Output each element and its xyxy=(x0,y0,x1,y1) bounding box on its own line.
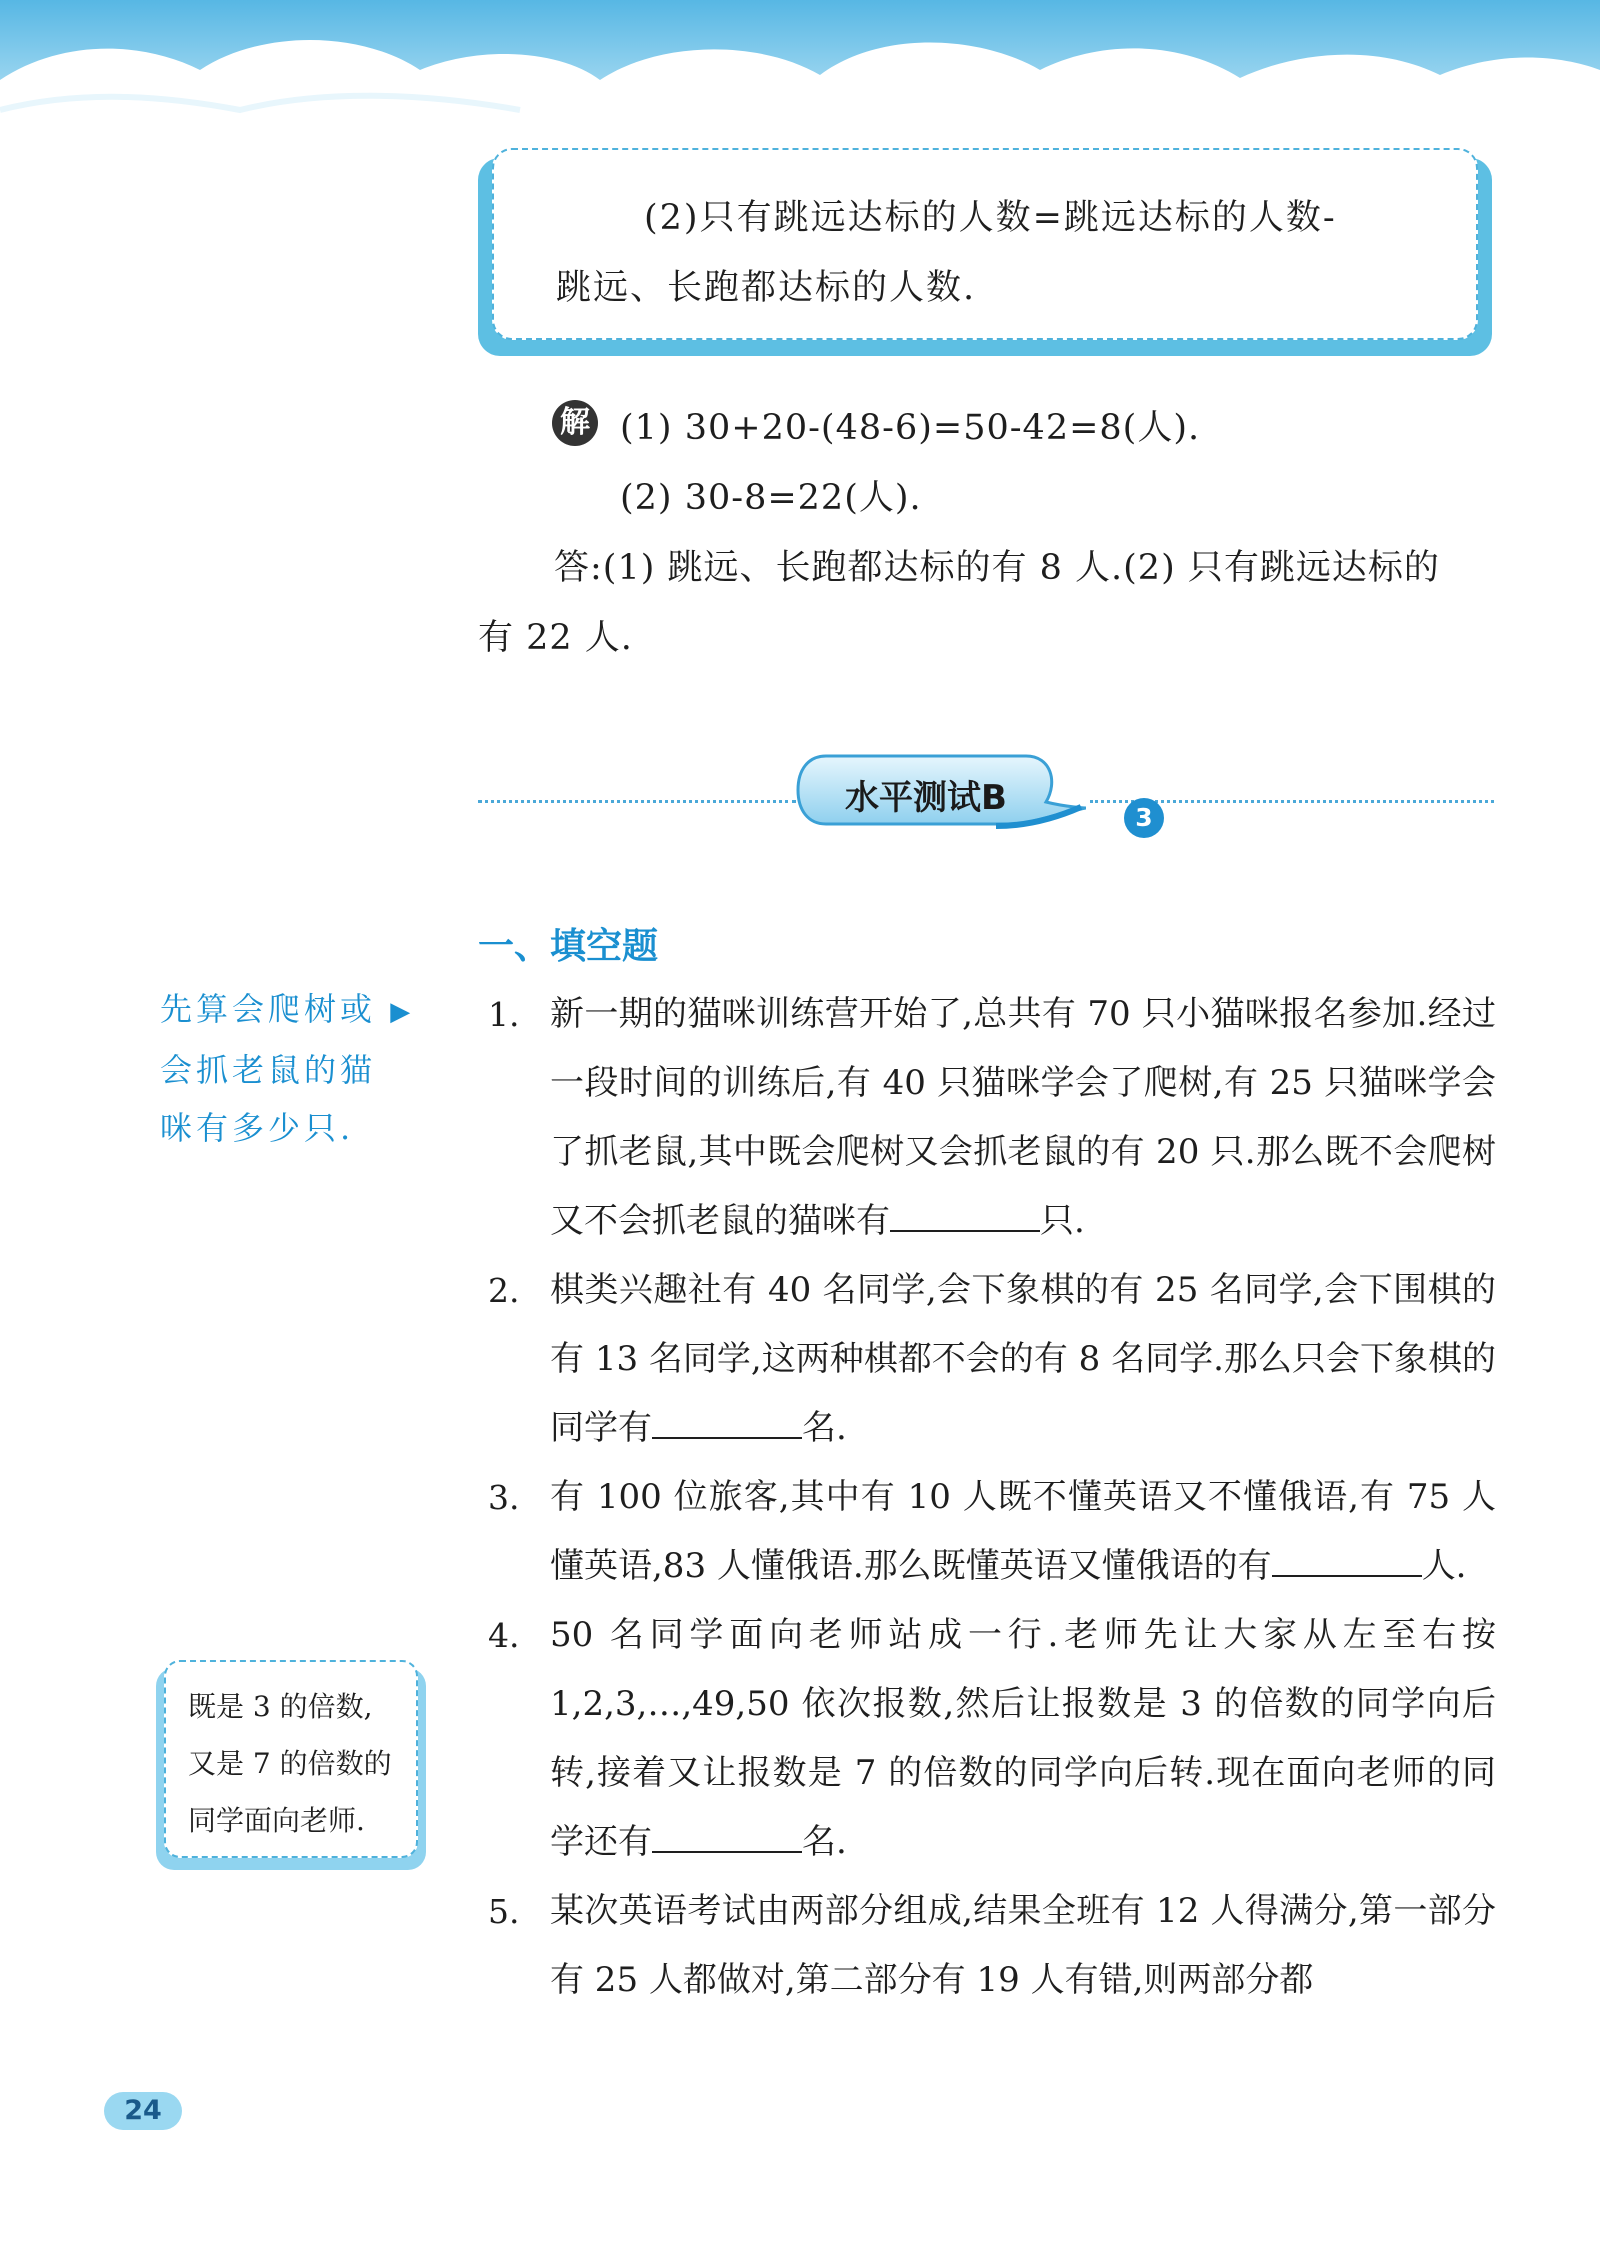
answer-blank[interactable] xyxy=(652,1817,802,1853)
problem-number: 2. xyxy=(488,1271,520,1310)
sky-header-decoration xyxy=(0,0,1600,120)
solution-badge: 解 xyxy=(552,400,598,446)
side-note-2-line-2: 又是 7 的倍数的 xyxy=(188,1747,392,1780)
side-note-1-line-1: 先算会爬树或 xyxy=(160,990,377,1028)
problem-5 xyxy=(478,1877,1496,2015)
problem-text xyxy=(550,1463,1496,1601)
solution-step-2: (2) 30-8=22(人). xyxy=(620,478,922,518)
problem-list xyxy=(478,980,1496,2015)
page-number: 24 xyxy=(104,2092,182,2130)
answer-blank[interactable] xyxy=(1272,1541,1422,1577)
tip-box xyxy=(478,148,1492,356)
problem-number: 1. xyxy=(488,995,520,1034)
side-note-2-box xyxy=(164,1660,418,1858)
tip-line-2: 跳远、长跑都达标的人数. xyxy=(556,268,977,308)
problem-number: 3. xyxy=(488,1478,520,1517)
problem-number: 5. xyxy=(488,1892,520,1931)
answer-blank[interactable] xyxy=(890,1196,1040,1232)
side-note-1 xyxy=(160,980,440,1157)
problem-body: 有 100 位旅客,其中有 10 人既不懂英语又不懂俄语,有 75 人懂英语,83 人懂俄语.那么既懂英语又懂俄语的有 xyxy=(550,1477,1496,1586)
problem-body: 50 名同学面向老师站成一行.老师先让大家从左至右按 1,2,3,…,49,50 依次报数,然后让报数是 3 的倍数的同学向后转,接着又让报数是 7 的倍数的同学向后转.现在面向老师的同学还有 xyxy=(550,1615,1496,1862)
problem-text xyxy=(550,1256,1496,1463)
section-banner xyxy=(796,752,1086,834)
section-heading: 一、填空题 xyxy=(478,926,659,967)
problem-4 xyxy=(478,1601,1496,1877)
side-note-2-line-1: 既是 3 的倍数, xyxy=(188,1690,373,1723)
side-note-2-text xyxy=(188,1678,392,1849)
section-number: 3 xyxy=(1124,798,1164,838)
side-note-2-line-3: 同学面向老师. xyxy=(188,1804,365,1837)
problem-text xyxy=(550,980,1496,1256)
side-note-1-line-2: 会抓老鼠的猫 xyxy=(160,1051,377,1089)
side-note-1-line-3: 咪有多少只. xyxy=(160,1109,355,1147)
answer-blank[interactable] xyxy=(652,1403,802,1439)
problem-unit: 人. xyxy=(1421,1546,1467,1586)
problem-unit: 名. xyxy=(802,1408,847,1448)
answer-line-1: 答:(1) 跳远、长跑都达标的有 8 人.(2) 只有跳远达标的 xyxy=(554,548,1440,588)
problem-unit: 名. xyxy=(802,1822,847,1862)
tip-box-inner xyxy=(492,148,1478,340)
tip-line-1: (2)只有跳远达标的人数=跳远达标的人数- xyxy=(644,198,1337,238)
problem-1 xyxy=(478,980,1496,1256)
problem-number: 4. xyxy=(488,1616,520,1655)
problem-2 xyxy=(478,1256,1496,1463)
divider-left xyxy=(478,800,796,803)
answer-line-2: 有 22 人. xyxy=(478,618,633,658)
solution-step-1: (1) 30+20-(48-6)=50-42=8(人). xyxy=(620,408,1201,448)
side-note-2 xyxy=(156,1660,426,1870)
problem-text xyxy=(550,1601,1496,1877)
problem-body: 某次英语考试由两部分组成,结果全班有 12 人得满分,第一部分有 25 人都做对,第二部分有 19 人有错,则两部分都 xyxy=(550,1891,1496,2000)
problem-body: 新一期的猫咪训练营开始了,总共有 70 只小猫咪报名参加.经过一段时间的训练后,有 40 只猫咪学会了爬树,有 25 只猫咪学会了抓老鼠,其中既会爬树又会抓老鼠的有 20 只.那么既不会爬树又不会抓老鼠的猫咪有 xyxy=(550,994,1496,1241)
problem-unit: 只. xyxy=(1040,1201,1085,1241)
section-title: 水平测试B xyxy=(845,778,1007,818)
problem-text xyxy=(550,1877,1496,2015)
problem-3 xyxy=(478,1463,1496,1601)
problem-body: 棋类兴趣社有 40 名同学,会下象棋的有 25 名同学,会下围棋的有 13 名同学,这两种棋都不会的有 8 名同学.那么只会下象棋的同学有 xyxy=(550,1270,1496,1448)
pointer-arrow-icon: ▶ xyxy=(390,997,415,1027)
